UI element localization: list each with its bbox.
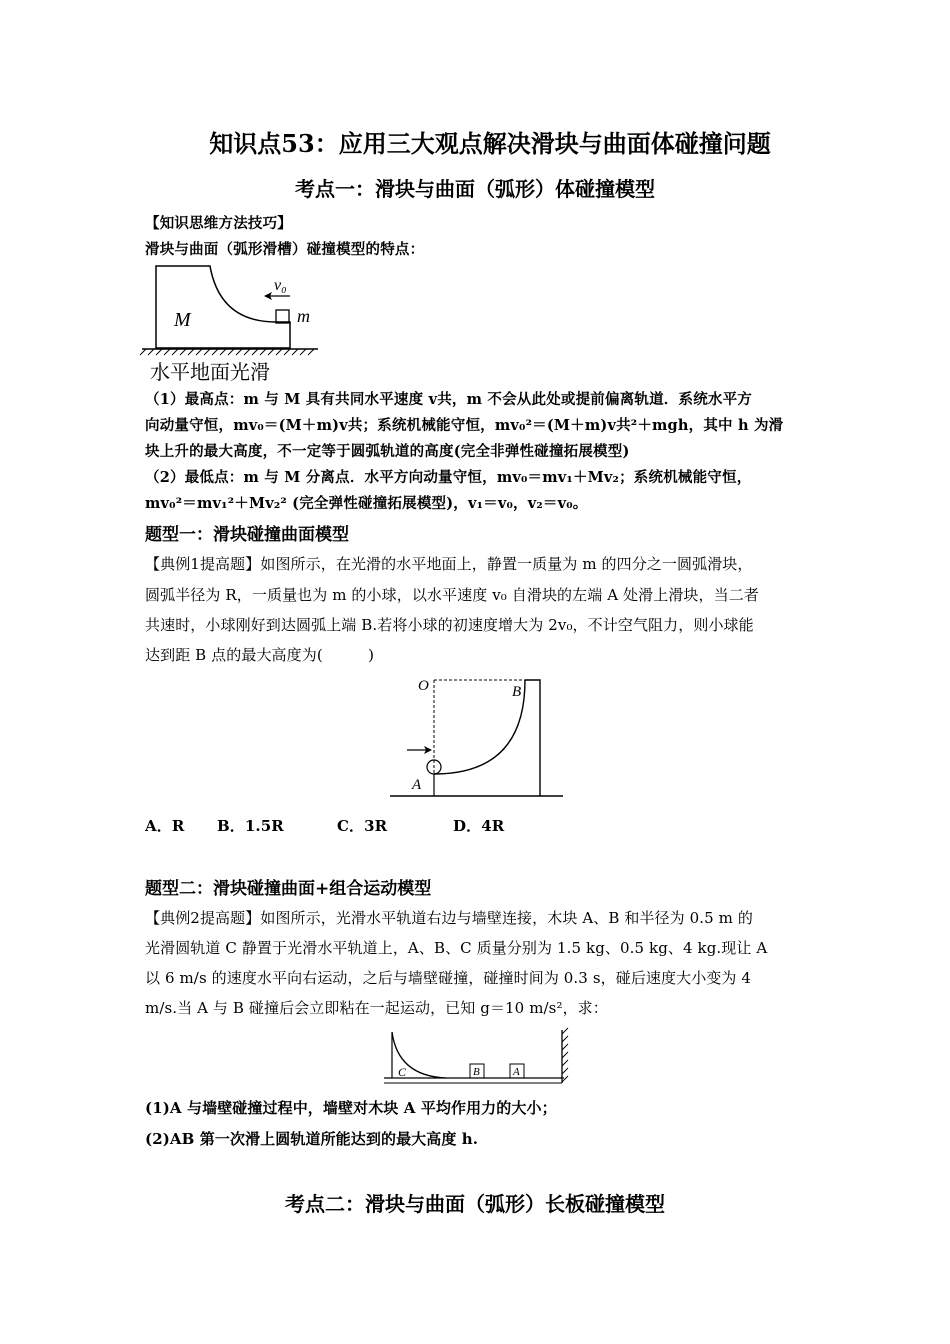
figure-track-wall [382, 1028, 577, 1088]
section-heading-1: 考点一：滑块与曲面（弧形）体碰撞模型 [295, 177, 655, 201]
type2-line3: 以 6 m/s 的速度水平向右运动，之后与墙壁碰撞，碰撞时间为 0.3 s，碰后速度大小变为 4 [145, 969, 752, 987]
type1-line4: 达到距 B 点的最大高度为( ) [145, 646, 375, 664]
section-heading-2: 考点二：滑块与曲面（弧形）长板碰撞模型 [285, 1192, 665, 1216]
label-O: O [418, 678, 429, 694]
point1-line1: （1）最高点：m 与 M 具有共同水平速度 v共，m 不会从此处或提前偏离轨道．系统水平方 [145, 391, 752, 408]
type1-line1: 【典例1提高题】如图所示，在光滑的水平地面上，静置一质量为 m 的四分之一圆弧滑块， [145, 555, 753, 573]
type1-line3: 共速时，小球刚好到达圆弧上端 B.若将小球的初速度增大为 2v₀，不计空气阻力，则小球能 [145, 616, 754, 634]
label-m: m [297, 306, 310, 326]
option-d: D．4R [453, 817, 505, 835]
type1-heading: 题型一：滑块碰撞曲面模型 [145, 525, 349, 545]
label-A2: A [513, 1066, 520, 1078]
figure-quarter-arc [385, 670, 575, 805]
label-C: C [398, 1065, 407, 1079]
type2-q2: (2)AB 第一次滑上圆轨道所能达到的最大高度 h. [145, 1130, 479, 1148]
type2-q1: (1)A 与墙壁碰撞过程中，墙壁对木块 A 平均作用力的大小； [145, 1099, 557, 1117]
page-title: 知识点53：应用三大观点解决滑块与曲面体碰撞问题 [209, 129, 771, 158]
option-a: A．R [145, 817, 185, 835]
skills-label: 【知识思维方法技巧】 [145, 215, 292, 232]
label-A: A [412, 777, 422, 793]
option-c: C．3R [337, 817, 388, 835]
point1-line2: 向动量守恒，mv₀＝(M＋m)v共；系统机械能守恒，mv₀²＝(M＋m)v共²＋mgh，其中 h 为滑 [145, 417, 784, 434]
type1-line2: 圆弧半径为 R，一质量也为 m 的小球，以水平速度 v₀ 自滑块的左端 A 处滑上滑块，当二者 [145, 586, 759, 604]
skills-intro: 滑块与曲面（弧形滑槽）碰撞模型的特点： [145, 241, 425, 258]
label-B: B [512, 684, 522, 700]
type2-line2: 光滑圆轨道 C 静置于光滑水平轨道上，A、B、C 质量分别为 1.5 kg、0.5 kg、4 kg.现让 A [145, 939, 768, 957]
label-v0: v₀ [274, 277, 287, 294]
ground-caption: 水平地面光滑 [150, 360, 270, 384]
point2-line2: mv₀²＝mv₁²＋Mv₂² (完全弹性碰撞拓展模型)，v₁＝v₀，v₂＝v₀。 [145, 495, 588, 512]
label-M: M [174, 309, 191, 331]
point2-line1: （2）最低点：m 与 M 分离点．水平方向动量守恒，mv₀＝mv₁＋Mv₂；系统机械能守恒， [145, 469, 752, 486]
type2-line1: 【典例2提高题】如图所示，光滑水平轨道右边与墙壁连接，木块 A、B 和半径为 0.5 m 的 [145, 909, 753, 927]
label-B2: B [473, 1066, 480, 1078]
type2-line4: m/s.当 A 与 B 碰撞后会立即粘在一起运动，已知 g＝10 m/s²，求： [145, 999, 608, 1017]
type2-heading: 题型二：滑块碰撞曲面+组合运动模型 [145, 879, 432, 899]
point1-line3: 块上升的最大高度，不一定等于圆弧轨道的高度(完全非弹性碰撞拓展模型) [145, 443, 630, 460]
option-b: B．1.5R [217, 817, 284, 835]
